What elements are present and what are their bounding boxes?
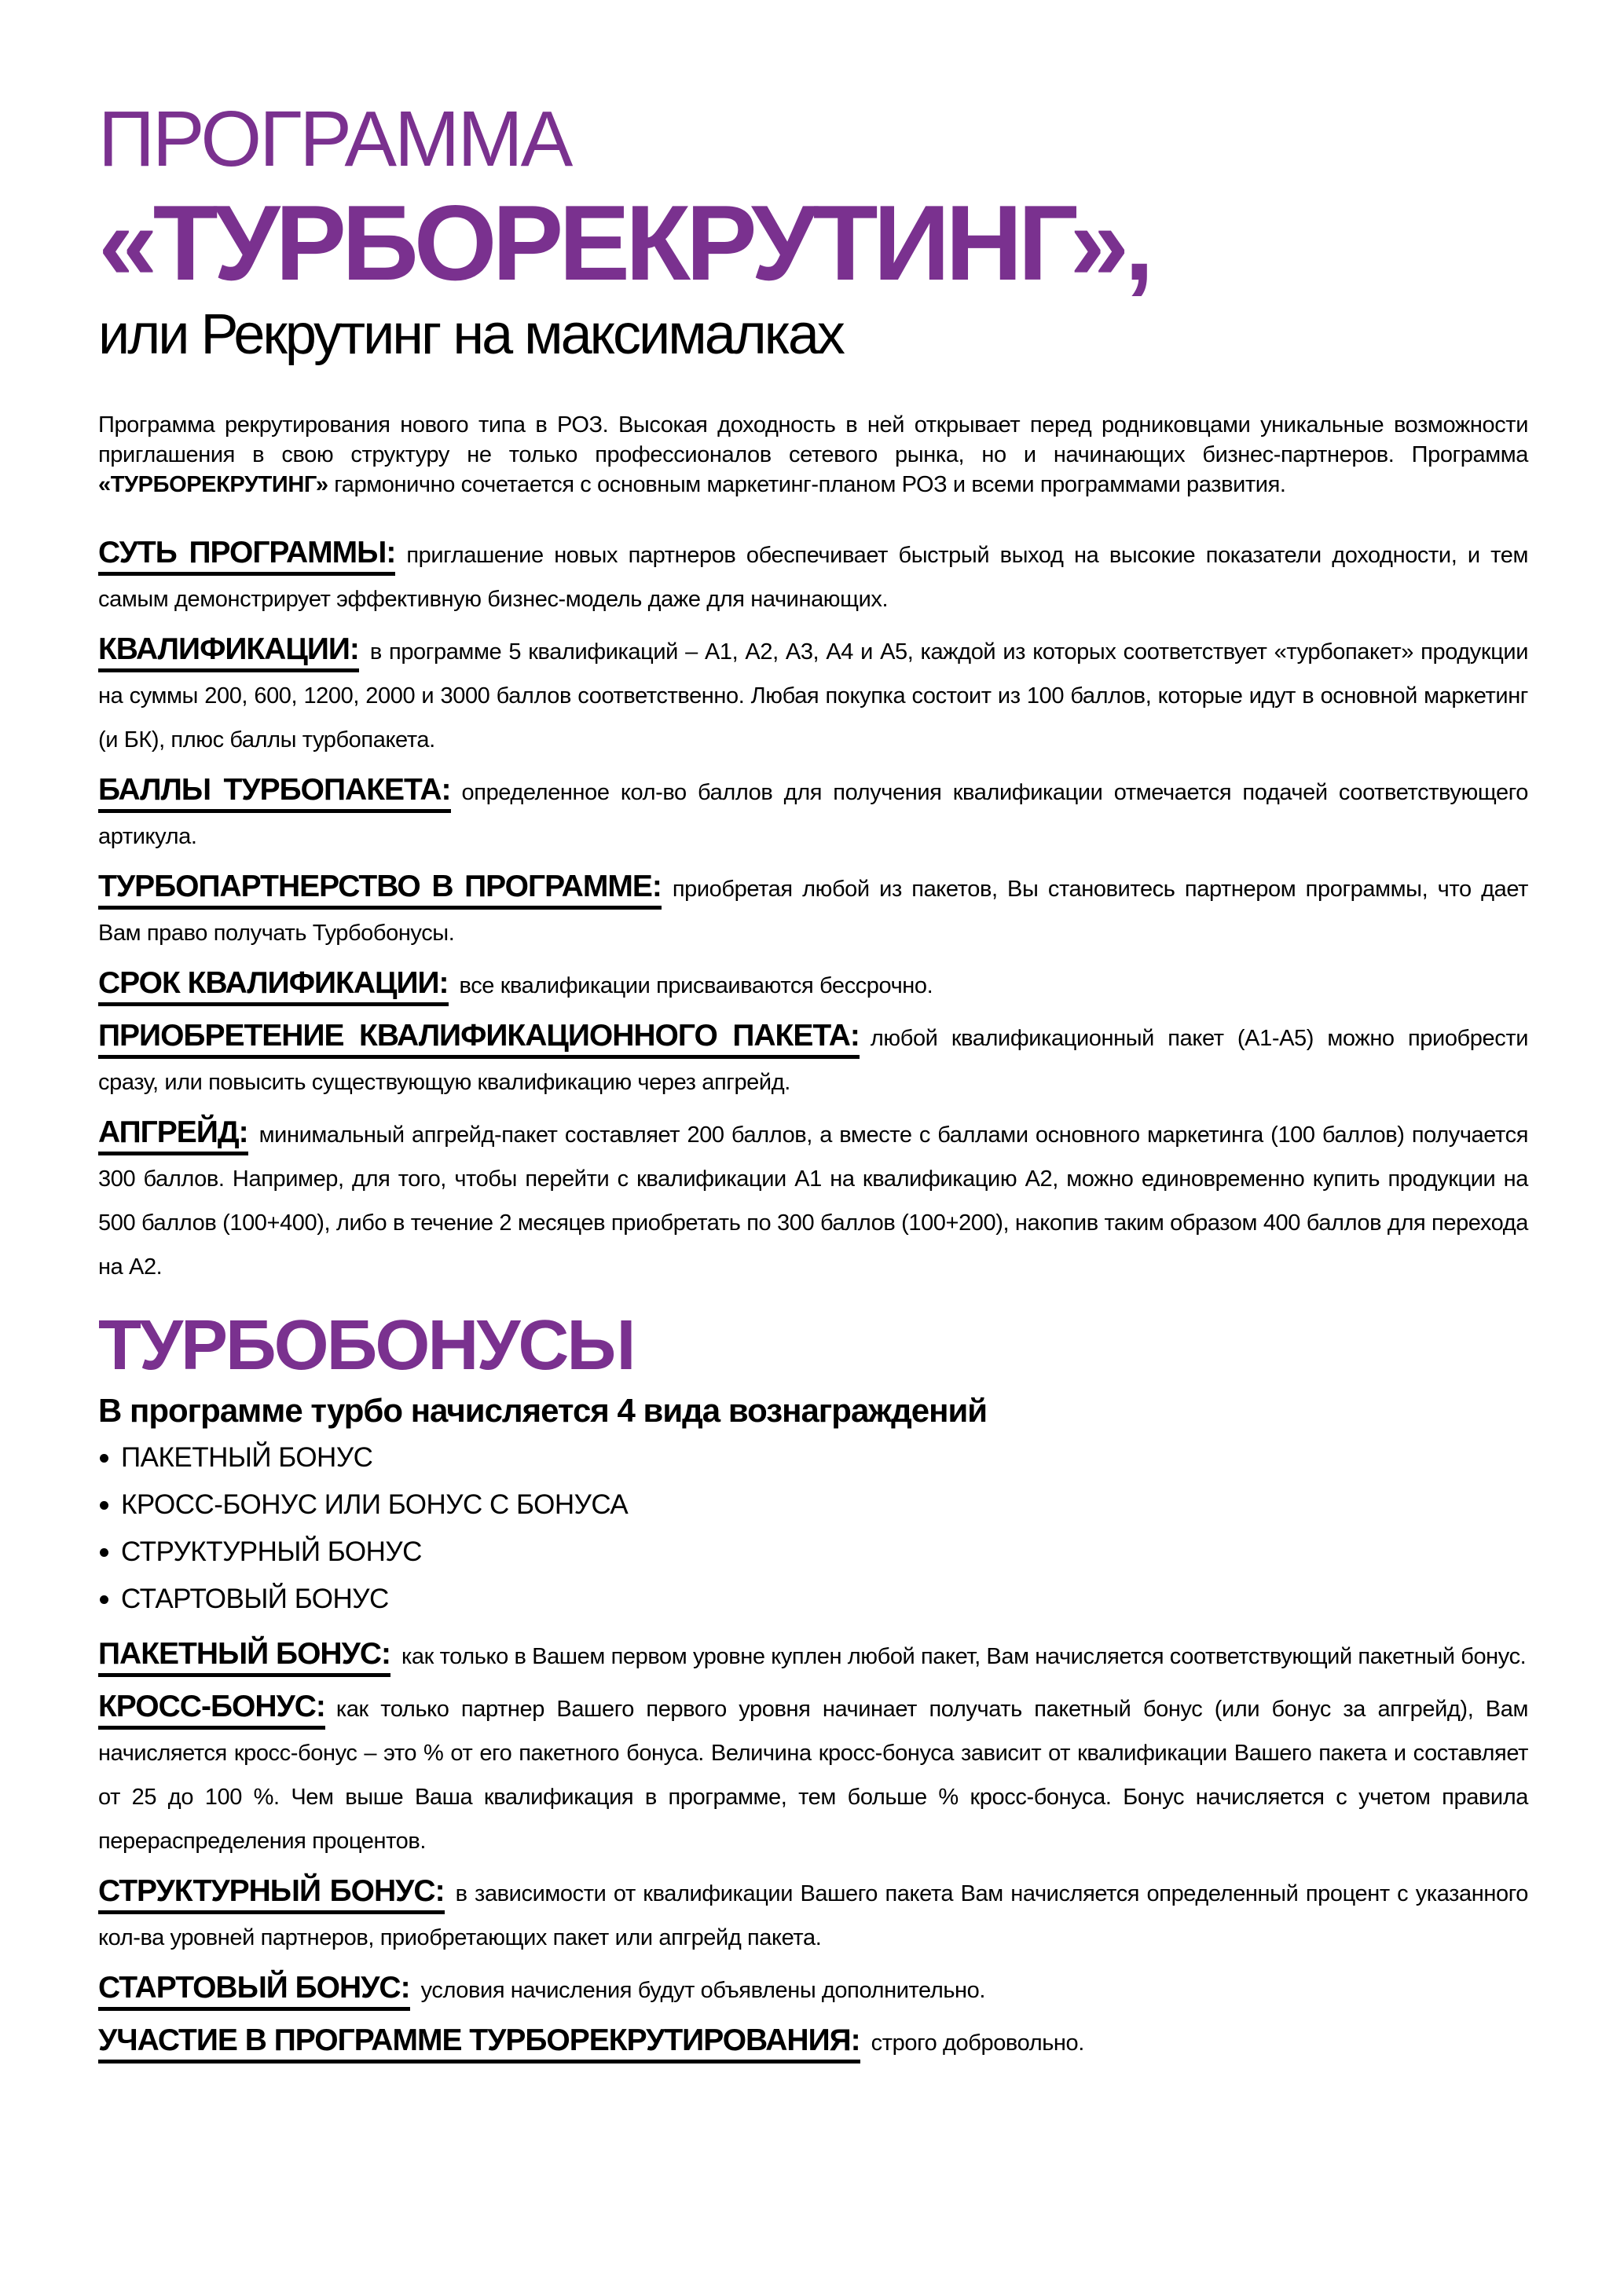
section-participation-text: строго добровольно. (871, 2031, 1084, 2056)
section-structural-bonus (98, 1869, 1528, 1960)
bonus-types-list (100, 1444, 1528, 1613)
section-package-bonus-text: как только в Вашем первом уровне куплен любой пакет, Вам начисляется соответствующий пакетный бонус. (401, 1644, 1527, 1670)
bullet-icon (100, 1454, 108, 1463)
section-start-bonus (98, 1966, 1528, 2012)
section-turbopartnership-heading: ТУРБОПАРТНЕРСТВО В ПРОГРАММЕ: (98, 870, 662, 910)
section-turbopartnership (98, 865, 1528, 955)
section-upgrade (98, 1111, 1528, 1289)
intro-brand-name: «ТУРБОРЕКРУТИНГ» (98, 471, 328, 497)
section-cross-bonus-heading: КРОСС-БОНУС: (98, 1690, 325, 1730)
section-package-purchase (98, 1014, 1528, 1104)
section-participation-heading: УЧАСТИЕ В ПРОГРАММЕ ТУРБОРЕКРУТИРОВАНИЯ: (98, 2023, 860, 2063)
intro-text-start: Программа рекрутирования нового типа в РОЗ. Высокая доходность в ней открывает перед родниковцами уникальные возможности приглашения в свою структуру не только профессионалов сетевого рынка, но и начинающих бизнес-партнеров. Программа (98, 412, 1528, 467)
bullet-icon (100, 1595, 108, 1604)
section-essence-heading: СУТЬ ПРОГРАММЫ: (98, 536, 395, 576)
bullet-icon (100, 1548, 108, 1557)
bonus-type-item-structural (100, 1538, 1528, 1566)
section-qualification-term (98, 961, 1528, 1008)
section-upgrade-heading: АПГРЕЙД: (98, 1115, 248, 1155)
section-turbopackage-points-heading: БАЛЛЫ ТУРБОПАКЕТА: (98, 773, 451, 813)
section-qualification-term-text: все квалификации присваиваются бессрочно. (459, 972, 933, 998)
page-title-line2: «ТУРБОРЕКРУТИНГ», (98, 183, 1149, 302)
section-qualifications-text: в программе 5 квалификаций – А1, А2, А3, А4 и А5, каждой из которых соответствует «турбопакет» продукции на суммы 200, 600, 1200, 2000 и 3000 баллов соответственно. Любая покупка состоит из 100 баллов, которые идут в основной маркетинг (и БК), плюс баллы турбопакета. (98, 639, 1528, 753)
section-cross-bonus-text: как только партнер Вашего первого уровня начинает получать пакетный бонус (или бонус за апгрейд), Вам начисляется кросс-бонус – это % от его пакетного бонуса. Величина кросс-бонуса зависит от квалификации Вашего пакета и составляет от 25 до 100 %. Чем выше Ваша квалификация в программе, тем больше % кросс-бонуса. Бонус начисляется с учетом правила перераспределения процентов. (98, 1697, 1528, 1855)
section-turbopartnership-text: приобретая любой из пакетов, Вы становитесь партнером программы, что дает Вам право получать Турбобонусы. (98, 876, 1528, 946)
bonus-type-label: ПАКЕТНЫЙ БОНУС (121, 1442, 373, 1474)
bullet-icon (100, 1501, 108, 1510)
bonus-type-label: СТАРТОВЫЙ БОНУС (121, 1584, 389, 1615)
intro-text-end: гармонично сочетается с основным маркетинг-планом РОЗ и всеми программами развития. (328, 471, 1286, 497)
bonus-type-item-cross (100, 1491, 1528, 1519)
section-package-purchase-text: любой квалификационный пакет (А1-А5) можно приобрести сразу, или повысить существующую квалификацию через апгрейд. (98, 1025, 1529, 1095)
bonus-type-label: КРОСС-БОНУС ИЛИ БОНУС С БОНУСА (121, 1489, 629, 1521)
section-participation (98, 2019, 1528, 2065)
turbobonuses-lead: В программе турбо начисляется 4 вида вознаграждений (98, 1392, 988, 1430)
section-cross-bonus (98, 1685, 1528, 1863)
bonus-type-item-start (100, 1585, 1528, 1613)
section-essence-text: приглашение новых партнеров обеспечивает быстрый выход на высокие показатели доходности, и тем самым демонстрирует эффективную бизнес-модель даже для начинающих. (98, 542, 1529, 612)
section-turbopackage-points (98, 768, 1528, 859)
section-start-bonus-heading: СТАРТОВЫЙ БОНУС: (98, 1971, 410, 2011)
section-qualifications (98, 628, 1528, 762)
section-start-bonus-text: условия начисления будут объявлены дополнительно. (420, 1978, 986, 2004)
section-package-purchase-heading: ПРИОБРЕТЕНИЕ КВАЛИФИКАЦИОННОГО ПАКЕТА: (98, 1019, 860, 1059)
bonus-type-label: СТРУКТУРНЫЙ БОНУС (121, 1536, 422, 1568)
section-turbopackage-points-text: определенное кол-во баллов для получения квалификации отмечается подачей соответствующего артикула. (98, 779, 1528, 849)
section-package-bonus-heading: ПАКЕТНЫЙ БОНУС: (98, 1637, 390, 1677)
intro-paragraph (98, 410, 1528, 500)
section-package-bonus (98, 1632, 1528, 1679)
page-subtitle: или Рекрутинг на максималках (98, 302, 843, 366)
section-structural-bonus-text: в зависимости от квалификации Вашего пакета Вам начисляется определенный процент с указанного кол-ва уровней партнеров, приобретающих пакет или апгрейд пакета. (98, 1881, 1528, 1951)
page-title-line1: ПРОГРАММА (98, 95, 571, 183)
bonus-type-item-package (100, 1444, 1528, 1472)
section-qualification-term-heading: СРОК КВАЛИФИКАЦИИ: (98, 966, 449, 1006)
section-upgrade-text: минимальный апгрейд-пакет составляет 200 баллов, а вместе с баллами основного маркетинга (100 баллов) получается 300 баллов. Например, для того, чтобы перейти с квалификации А1 на квалификацию А2, можно единовременно купить продукции на 500 баллов (100+400), либо в течение 2 месяцев приобретать по 300 баллов (100+200), накопив таким образом 400 баллов для перехода на А2. (98, 1122, 1528, 1280)
section-qualifications-heading: КВАЛИФИКАЦИИ: (98, 632, 359, 672)
section-structural-bonus-heading: СТРУКТУРНЫЙ БОНУС: (98, 1874, 445, 1914)
turbobonuses-heading: ТУРБОБОНУСЫ (98, 1305, 634, 1385)
section-essence (98, 531, 1528, 621)
